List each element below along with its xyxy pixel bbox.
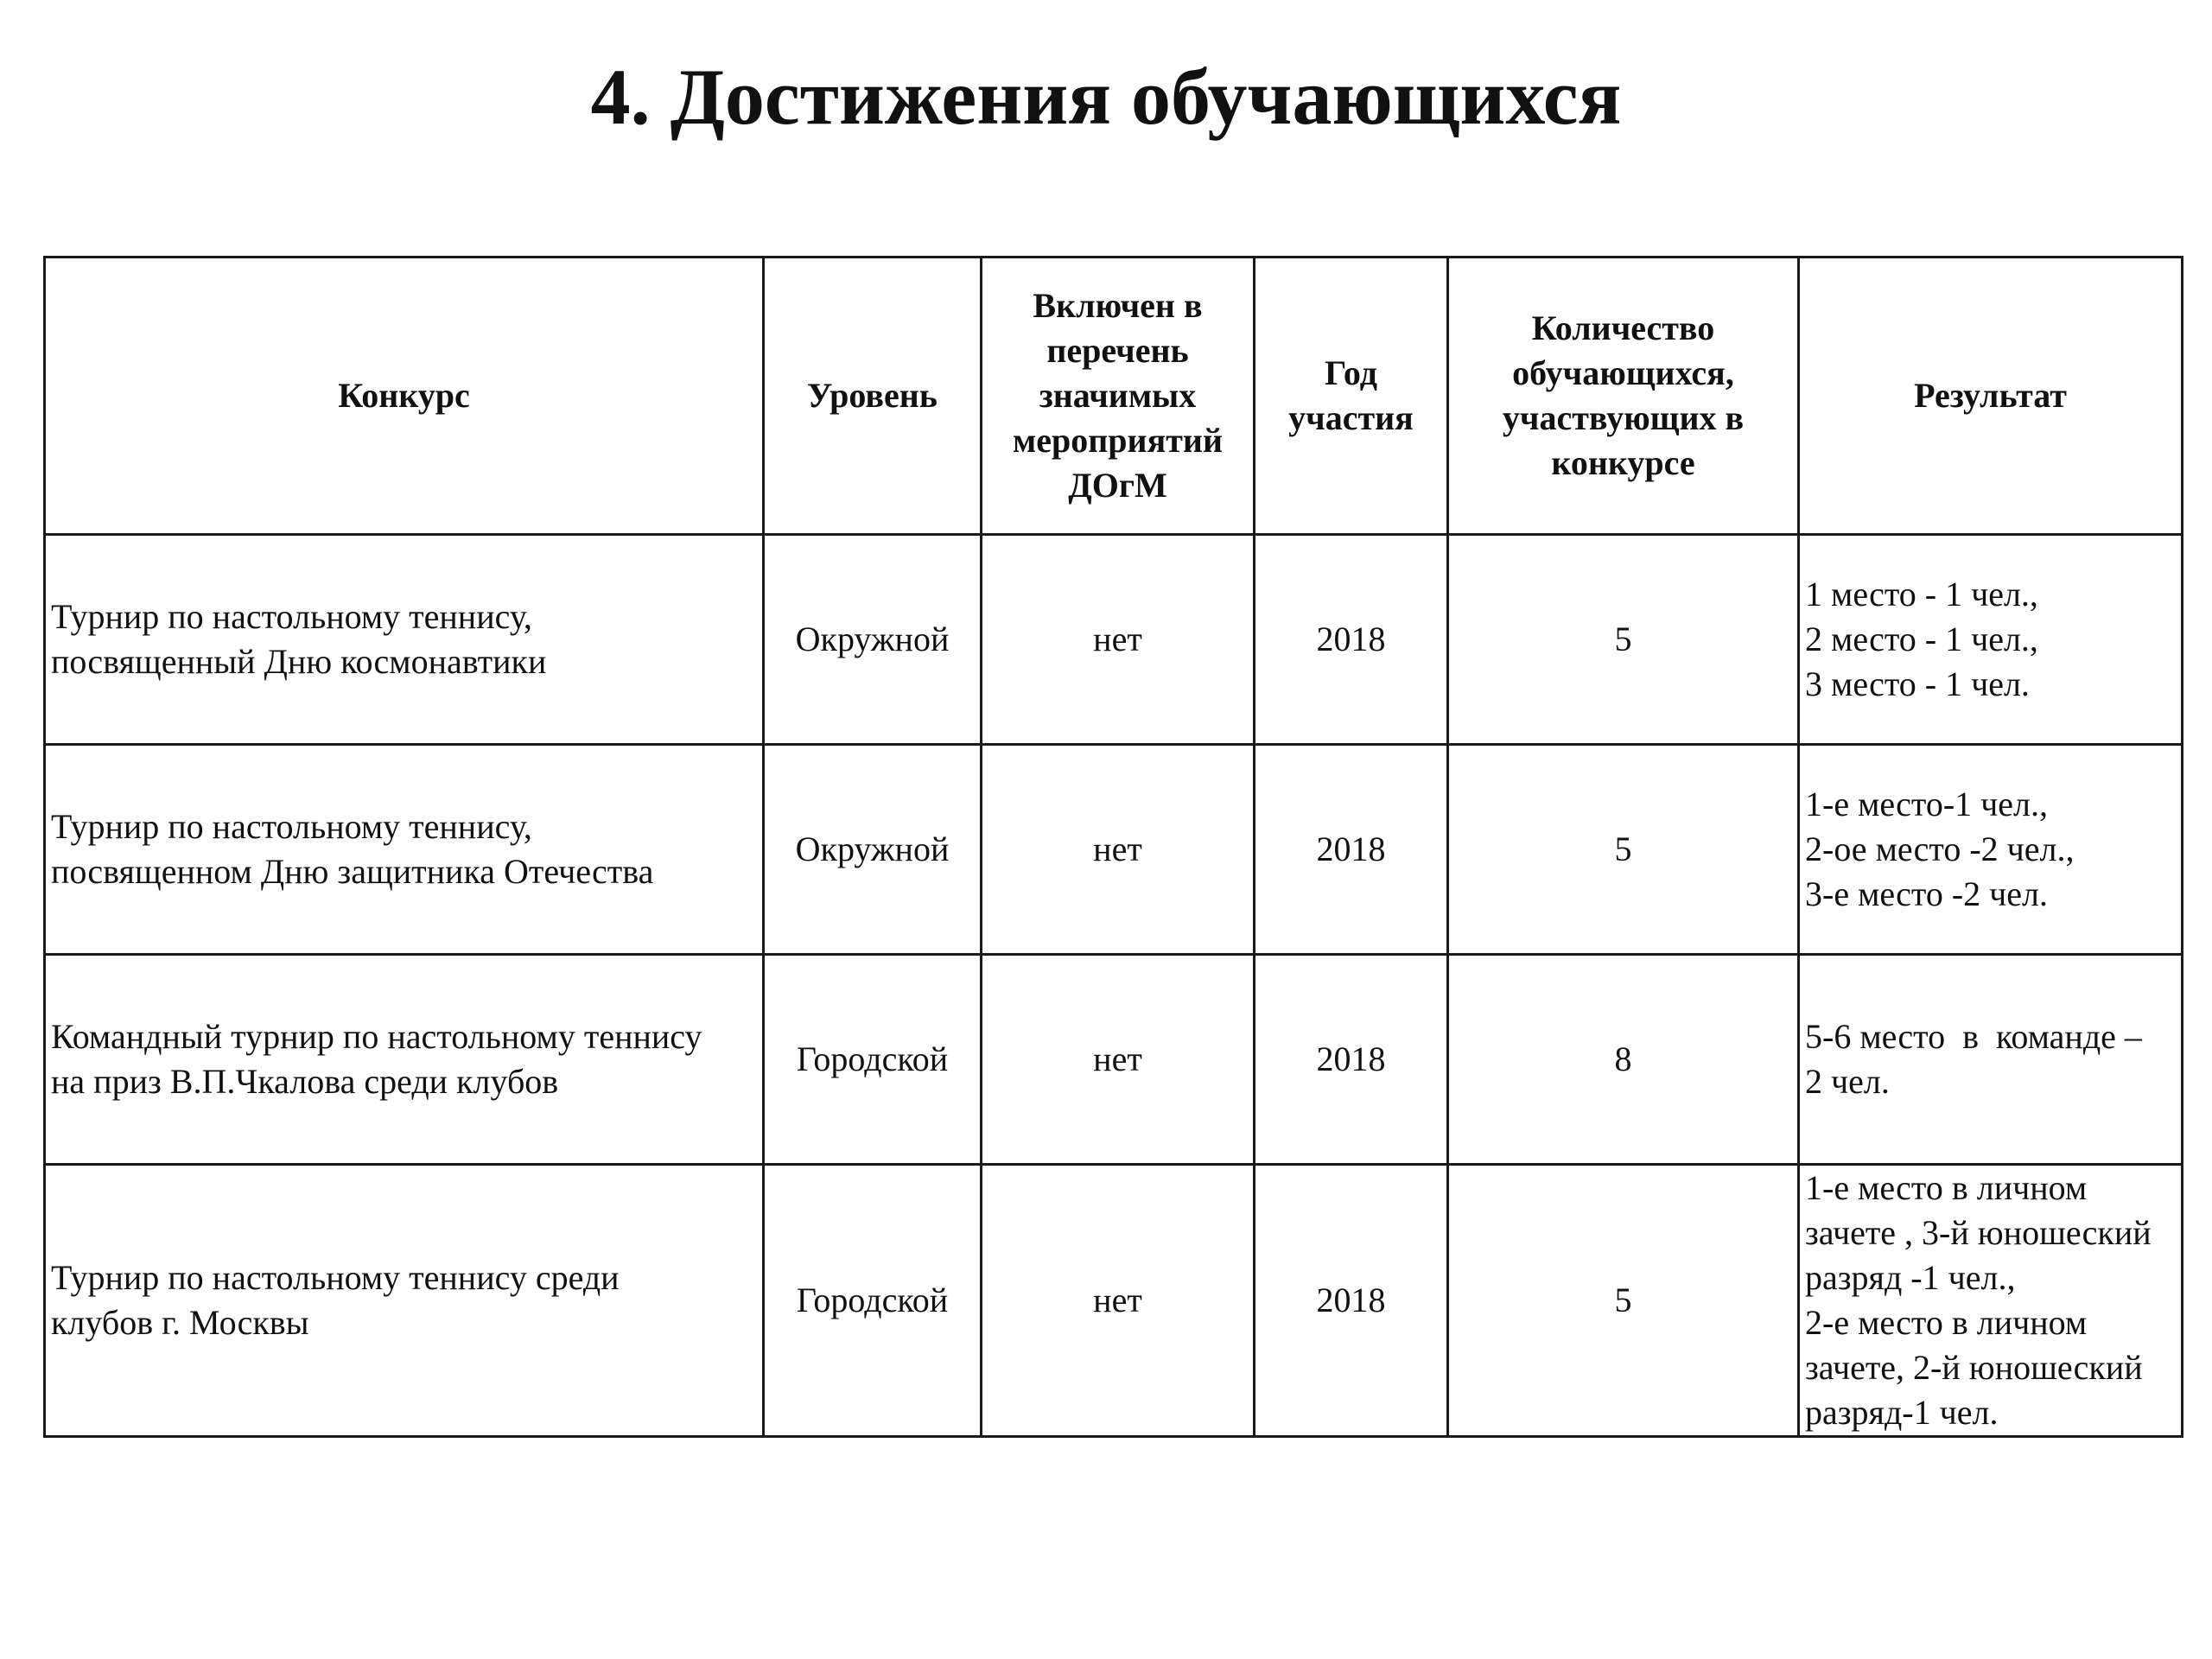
result-cell	[1799, 955, 2183, 1165]
header-included-line: значимых	[1039, 376, 1197, 415]
header-contest	[45, 257, 764, 535]
result-line: 2-ое место -2 чел.,	[1805, 830, 2075, 868]
header-level	[764, 257, 982, 535]
header-row	[45, 257, 2183, 535]
year-cell: 2018	[1255, 1165, 1448, 1437]
header-included-line: перечень	[1046, 331, 1189, 370]
header-result-line: Результат	[1914, 376, 2067, 415]
contest-line: Турнир по настольному теннису,	[51, 807, 532, 846]
contest-cell	[45, 745, 764, 955]
header-count-line: конкурсе	[1551, 443, 1695, 482]
result-line: зачете , 3-й юношеский	[1805, 1213, 2152, 1252]
header-result	[1799, 257, 2183, 535]
result-line: 2 место - 1 чел.,	[1805, 620, 2038, 658]
level-cell: Окружной	[764, 535, 982, 745]
result-cell	[1799, 535, 2183, 745]
included-cell: нет	[982, 535, 1255, 745]
header-included-line: мероприятий	[1013, 421, 1223, 460]
result-line: 1 место - 1 чел.,	[1805, 575, 2038, 613]
contest-line: посвященном Дню защитника Отечества	[51, 852, 654, 891]
result-line: 3 место - 1 чел.	[1805, 664, 2030, 703]
count-cell: 5	[1448, 535, 1799, 745]
header-included	[982, 257, 1255, 535]
result-cell	[1799, 745, 2183, 955]
count-cell: 5	[1448, 1165, 1799, 1437]
header-contest-line: Конкурс	[338, 376, 470, 415]
result-line: 3-е место -2 чел.	[1805, 874, 2048, 913]
result-line: зачете, 2-й юношеский	[1805, 1348, 2143, 1387]
header-count-line: Количество	[1531, 308, 1715, 347]
year-cell: 2018	[1255, 535, 1448, 745]
result-cell	[1799, 1165, 2183, 1437]
result-line: разряд-1 чел.	[1805, 1393, 1999, 1432]
page-title: 4. Достижения обучающихся	[590, 53, 1622, 141]
included-cell: нет	[982, 1165, 1255, 1437]
header-included-line: ДОгМ	[1068, 466, 1167, 505]
table-row	[45, 955, 2183, 1165]
result-line: 1-е место-1 чел.,	[1805, 785, 2048, 823]
included-cell: нет	[982, 745, 1255, 955]
contest-line: Турнир по настольному теннису,	[51, 597, 532, 636]
count-cell: 8	[1448, 955, 1799, 1165]
count-cell: 5	[1448, 745, 1799, 955]
header-year-line: Год	[1324, 353, 1377, 392]
contest-cell	[45, 955, 764, 1165]
table-row	[45, 1165, 2183, 1437]
level-cell: Городской	[764, 955, 982, 1165]
contest-cell	[45, 535, 764, 745]
result-line: 5-6 место в команде –	[1805, 1017, 2142, 1056]
contest-line: Турнир по настольному теннису среди	[51, 1258, 620, 1297]
included-cell: нет	[982, 955, 1255, 1165]
result-line: 1-е место в личном	[1805, 1168, 2088, 1207]
header-level-line: Уровень	[807, 376, 938, 415]
year-cell: 2018	[1255, 745, 1448, 955]
table-row	[45, 745, 2183, 955]
year-cell: 2018	[1255, 955, 1448, 1165]
contest-line: Командный турнир по настольному теннису	[51, 1017, 702, 1056]
contest-line: клубов г. Москвы	[51, 1303, 309, 1342]
header-year-line: участия	[1288, 398, 1414, 437]
contest-line: посвященный Дню космонавтики	[51, 642, 547, 681]
header-year	[1255, 257, 1448, 535]
contest-cell	[45, 1165, 764, 1437]
contest-line: на приз В.П.Чкалова среди клубов	[51, 1062, 559, 1101]
result-line: разряд -1 чел.,	[1805, 1258, 2016, 1297]
header-count-line: обучающихся,	[1512, 353, 1734, 392]
level-cell: Окружной	[764, 745, 982, 955]
result-line: 2 чел.	[1805, 1062, 1890, 1101]
header-count-line: участвующих в	[1502, 398, 1745, 437]
level-cell: Городской	[764, 1165, 982, 1437]
table-row	[45, 535, 2183, 745]
header-count	[1448, 257, 1799, 535]
result-line: 2-е место в личном	[1805, 1303, 2088, 1342]
achievements-table	[43, 256, 2183, 1438]
header-included-line: Включен в	[1033, 286, 1203, 325]
